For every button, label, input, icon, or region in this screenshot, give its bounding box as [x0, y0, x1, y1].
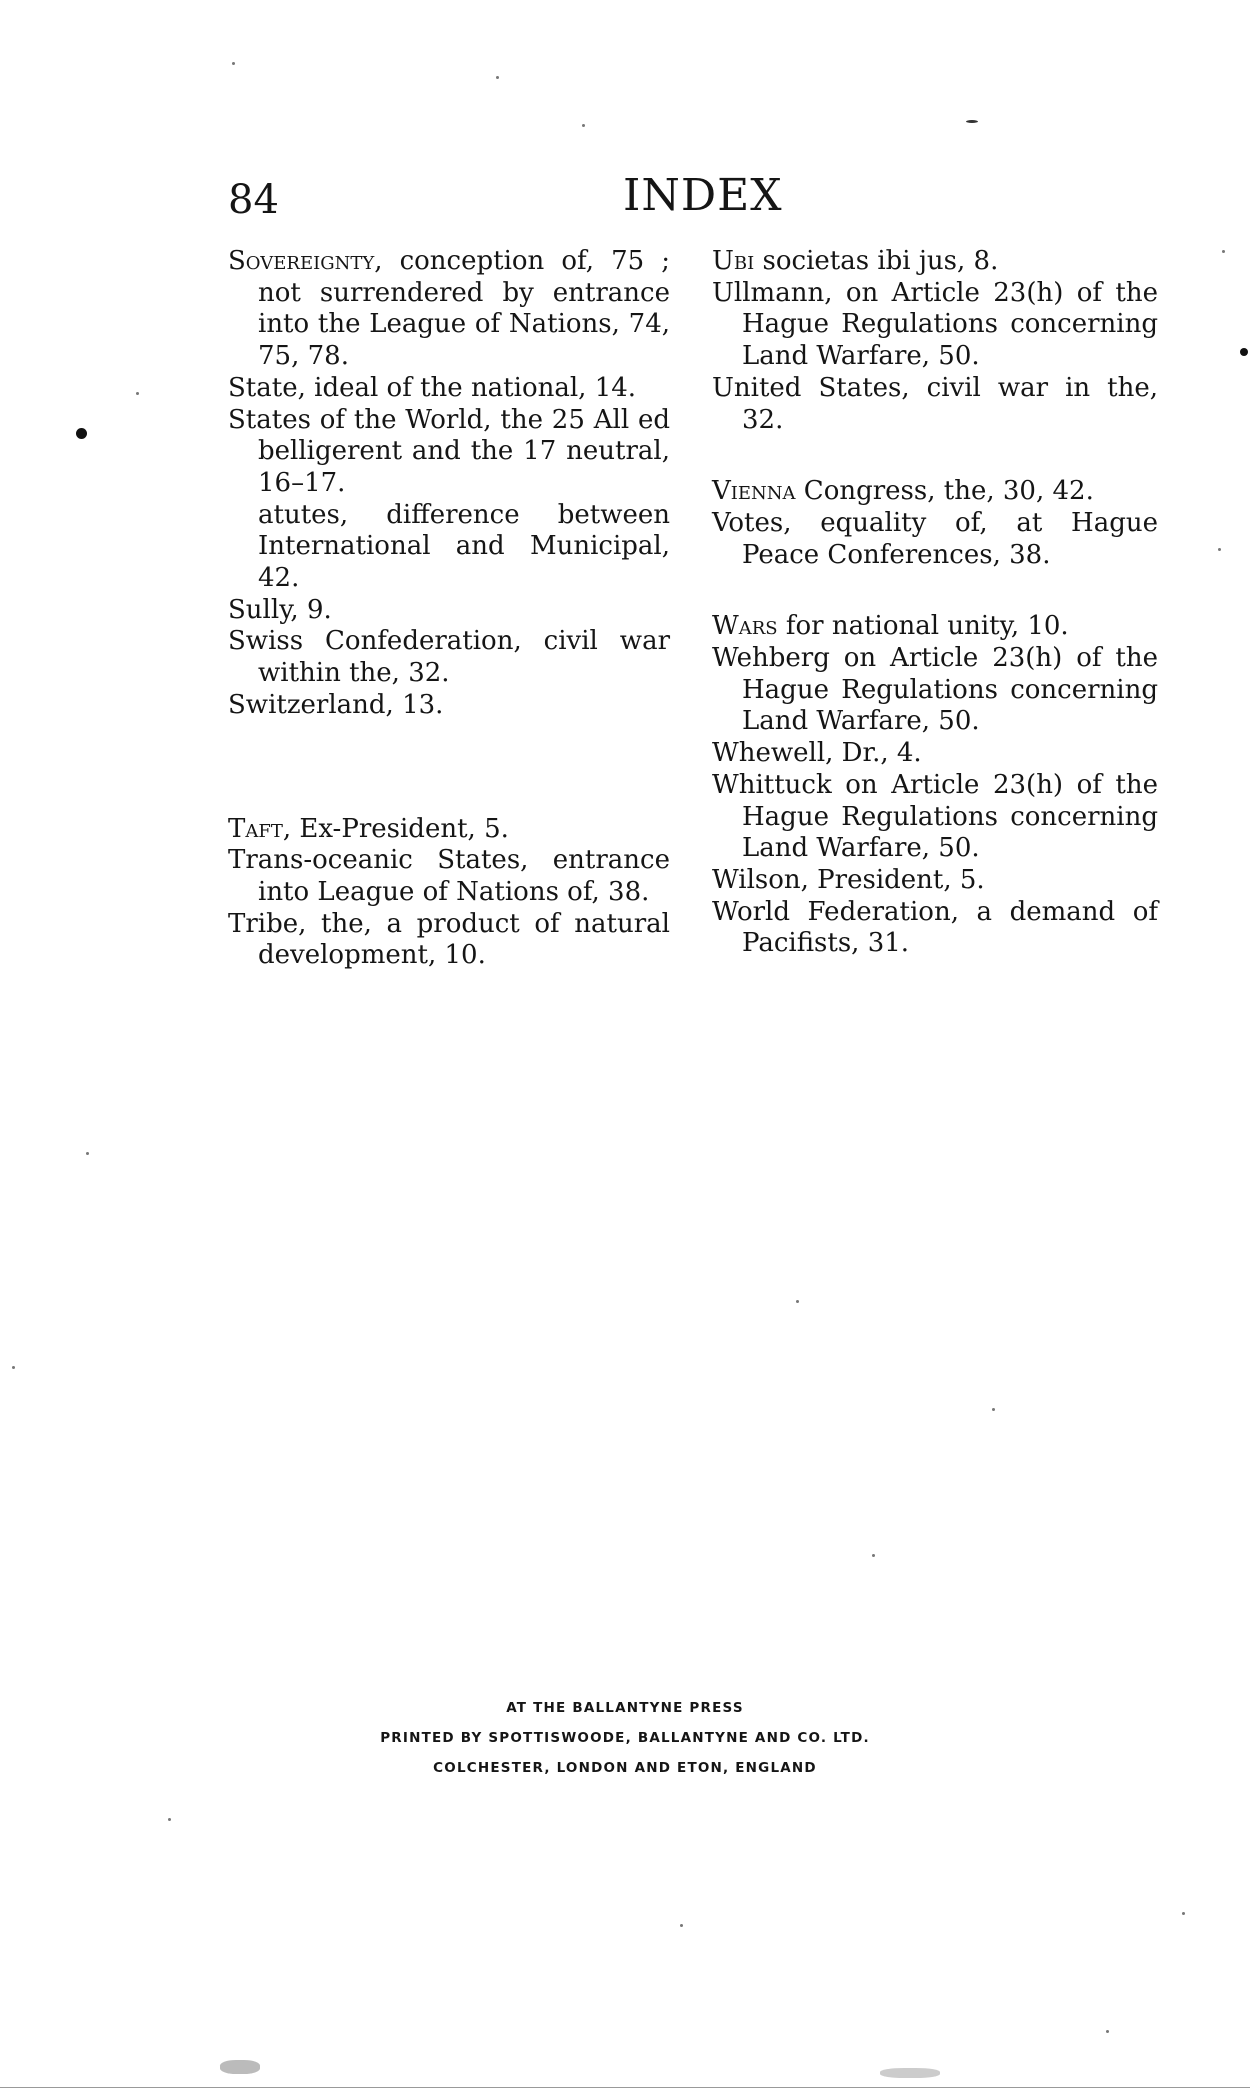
scan-speck: [1182, 1912, 1185, 1915]
entry-head: Sovereignty: [228, 246, 375, 276]
scan-speck: [582, 124, 585, 127]
scan-speck: [796, 1300, 799, 1303]
scan-speck: [1222, 250, 1225, 253]
index-entry-state: State, ideal of the national, 14.: [228, 372, 637, 403]
scan-speck: [966, 120, 978, 123]
scan-speck: [136, 392, 139, 395]
ink-blot: [76, 428, 87, 439]
index-entry-sovereignty: [228, 246, 670, 373]
section-gap: [228, 722, 670, 814]
imprint-line: PRINTED BY SPOTTISWOODE, BALLANTYNE AND CO. LTD.: [380, 1730, 870, 1746]
scan-speck: [232, 62, 235, 65]
index-entry-switzerland: Switzerland, 13.: [228, 689, 444, 720]
index-entry-world-federation: World Federation, a demand of Pacifists, 31.: [712, 896, 1158, 959]
entry-head: Vienna: [712, 476, 796, 507]
entry-head: Wars: [712, 611, 778, 642]
index-entry-taft: [228, 814, 670, 846]
entry-text: , conception of, 75 ; not surrendered by entrance into the League of Nations, 74, 75, 78.: [258, 246, 670, 372]
scan-speck: [992, 1408, 995, 1411]
entry-head: Ubi: [712, 246, 755, 276]
index-entry-ubi: [712, 246, 1158, 278]
index-entry-ullmann: Ullmann, on Article 23(h) of the Hague Regulations concerning Land Warfare, 50.: [712, 277, 1158, 372]
scan-speck: [1106, 2030, 1109, 2033]
index-entry-swiss-confederation: Swiss Confederation, civil war within the, 32.: [228, 626, 670, 689]
entry-text: societas ibi jus, 8.: [754, 246, 999, 276]
section-gap: [712, 571, 1158, 611]
index-entry-trans-oceanic: Trans-oceanic States, entrance into League of Nations of, 38.: [228, 845, 670, 907]
scan-speck: [220, 2060, 260, 2074]
scan-speck: [496, 76, 499, 79]
scan-speck: [880, 2068, 940, 2078]
entry-text: , Ex-President, 5.: [282, 813, 509, 844]
page-number: 84: [228, 177, 279, 223]
ink-blot: [1240, 348, 1248, 356]
index-entry-tribe: Tribe, the, a product of natural development, 10.: [228, 908, 670, 971]
index-entry-wars: [712, 611, 1158, 643]
index-entry-wilson: Wilson, President, 5.: [712, 864, 985, 895]
scan-speck: [1218, 548, 1221, 551]
index-column-left: [228, 246, 670, 972]
page-title: INDEX: [623, 170, 783, 221]
index-entry-votes: Votes, equality of, at Hague Peace Conferences, 38.: [712, 507, 1158, 570]
index-entry-sully: Sully, 9.: [228, 594, 332, 625]
scan-speck: [168, 1818, 171, 1821]
entry-text: for national unity, 10.: [777, 611, 1069, 642]
index-entry-united-states: United States, civil war in the, 32.: [712, 372, 1158, 435]
index-column-right: [712, 246, 1158, 960]
index-entry-whittuck: Whittuck on Article 23(h) of the Hague Regulations concerning Land Warfare, 50.: [712, 769, 1158, 864]
scan-speck: [872, 1554, 875, 1557]
imprint-line: AT THE BALLANTYNE PRESS: [506, 1700, 744, 1716]
printer-imprint: [0, 1693, 1250, 1783]
index-entry-wehberg: Wehberg on Article 23(h) of the Hague Regulations concerning Land Warfare, 50.: [712, 643, 1158, 737]
index-entry-vienna: [712, 476, 1158, 508]
scan-speck: [86, 1152, 89, 1155]
index-entry-statutes: atutes, difference between International and Municipal, 42.: [258, 499, 670, 594]
section-gap: [712, 436, 1158, 476]
entry-text: Congress, the, 30, 42.: [795, 476, 1094, 507]
imprint-line: COLCHESTER, LONDON AND ETON, ENGLAND: [433, 1760, 817, 1776]
page-edge-rule: [0, 2087, 1250, 2088]
entry-head: Taft: [228, 813, 283, 844]
scan-speck: [680, 1924, 683, 1927]
index-entry-states-of-the-world: States of the World, the 25 All ed belligerent and the 17 neutral, 16–17.: [228, 404, 670, 498]
scan-speck: [12, 1366, 15, 1369]
index-entry-whewell: Whewell, Dr., 4.: [712, 738, 922, 769]
